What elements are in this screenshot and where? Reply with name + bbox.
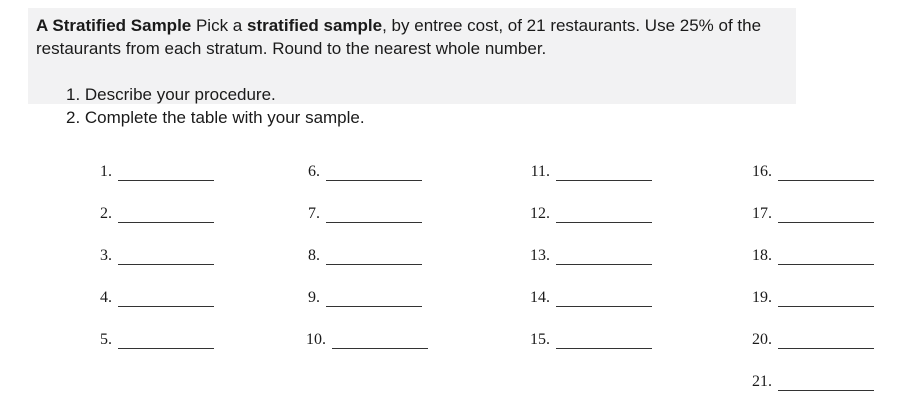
blank-line[interactable] bbox=[778, 250, 874, 265]
blank-line[interactable] bbox=[118, 292, 214, 307]
blank-line[interactable] bbox=[556, 334, 652, 349]
sample-blank-15[interactable] bbox=[526, 331, 652, 349]
blank-number: 3. bbox=[100, 247, 112, 264]
blank-line[interactable] bbox=[778, 334, 874, 349]
sample-blank-21[interactable] bbox=[748, 373, 874, 391]
blank-number: 13. bbox=[530, 247, 550, 264]
sample-blank-4[interactable] bbox=[88, 289, 214, 307]
sample-blank-10[interactable] bbox=[302, 331, 428, 349]
blank-line[interactable] bbox=[778, 376, 874, 391]
sample-blank-2[interactable] bbox=[88, 205, 214, 223]
sample-blank-18[interactable] bbox=[748, 247, 874, 265]
blank-line[interactable] bbox=[778, 208, 874, 223]
problem-statement bbox=[36, 14, 796, 60]
blank-line[interactable] bbox=[118, 208, 214, 223]
blank-number: 17. bbox=[752, 205, 772, 222]
problem-text-2: , by entree cost, of 21 restaurants. Use 25% of the restaurants from each stratum. Round to the nearest whole number. bbox=[36, 16, 762, 58]
blank-number: 2. bbox=[100, 205, 112, 222]
blank-line[interactable] bbox=[326, 292, 422, 307]
blank-number: 5. bbox=[100, 331, 112, 348]
sample-blank-7[interactable] bbox=[296, 205, 422, 223]
blank-number: 6. bbox=[308, 163, 320, 180]
blank-number: 12. bbox=[530, 205, 550, 222]
problem-title: A Stratified Sample bbox=[36, 16, 192, 35]
blank-number: 8. bbox=[308, 247, 320, 264]
blank-line[interactable] bbox=[332, 334, 428, 349]
sample-blank-1[interactable] bbox=[88, 163, 214, 181]
blank-number: 21. bbox=[752, 373, 772, 390]
problem-emphasis: stratified sample bbox=[247, 16, 383, 35]
blank-line[interactable] bbox=[326, 250, 422, 265]
sample-blank-11[interactable] bbox=[526, 163, 652, 181]
sample-blank-5[interactable] bbox=[88, 331, 214, 349]
sample-blank-6[interactable] bbox=[296, 163, 422, 181]
blank-line[interactable] bbox=[326, 166, 422, 181]
blank-line[interactable] bbox=[778, 292, 874, 307]
blank-line[interactable] bbox=[118, 334, 214, 349]
step-list bbox=[66, 83, 365, 129]
blank-line[interactable] bbox=[118, 166, 214, 181]
blank-number: 20. bbox=[752, 331, 772, 348]
blank-number: 4. bbox=[100, 289, 112, 306]
blank-line[interactable] bbox=[556, 208, 652, 223]
blank-line[interactable] bbox=[556, 292, 652, 307]
blank-number: 11. bbox=[530, 163, 550, 180]
blank-number: 19. bbox=[752, 289, 772, 306]
blank-line[interactable] bbox=[778, 166, 874, 181]
blank-number: 14. bbox=[530, 289, 550, 306]
blank-number: 15. bbox=[530, 331, 550, 348]
blank-number: 1. bbox=[100, 163, 112, 180]
blank-number: 10. bbox=[306, 331, 326, 348]
sample-blank-19[interactable] bbox=[748, 289, 874, 307]
blank-line[interactable] bbox=[556, 250, 652, 265]
sample-blank-3[interactable] bbox=[88, 247, 214, 265]
sample-blank-16[interactable] bbox=[748, 163, 874, 181]
sample-blank-8[interactable] bbox=[296, 247, 422, 265]
blank-number: 16. bbox=[752, 163, 772, 180]
problem-text-1: Pick a bbox=[191, 16, 247, 35]
sample-blank-14[interactable] bbox=[526, 289, 652, 307]
step-item: 1. Describe your procedure. bbox=[66, 85, 276, 104]
blank-number: 9. bbox=[308, 289, 320, 306]
blank-line[interactable] bbox=[326, 208, 422, 223]
sample-blank-9[interactable] bbox=[296, 289, 422, 307]
blank-number: 7. bbox=[308, 205, 320, 222]
step-item: 2. Complete the table with your sample. bbox=[66, 108, 365, 127]
blank-line[interactable] bbox=[556, 166, 652, 181]
sample-blank-20[interactable] bbox=[748, 331, 874, 349]
blank-number: 18. bbox=[752, 247, 772, 264]
sample-blank-17[interactable] bbox=[748, 205, 874, 223]
sample-blank-12[interactable] bbox=[526, 205, 652, 223]
blank-line[interactable] bbox=[118, 250, 214, 265]
sample-blank-13[interactable] bbox=[526, 247, 652, 265]
